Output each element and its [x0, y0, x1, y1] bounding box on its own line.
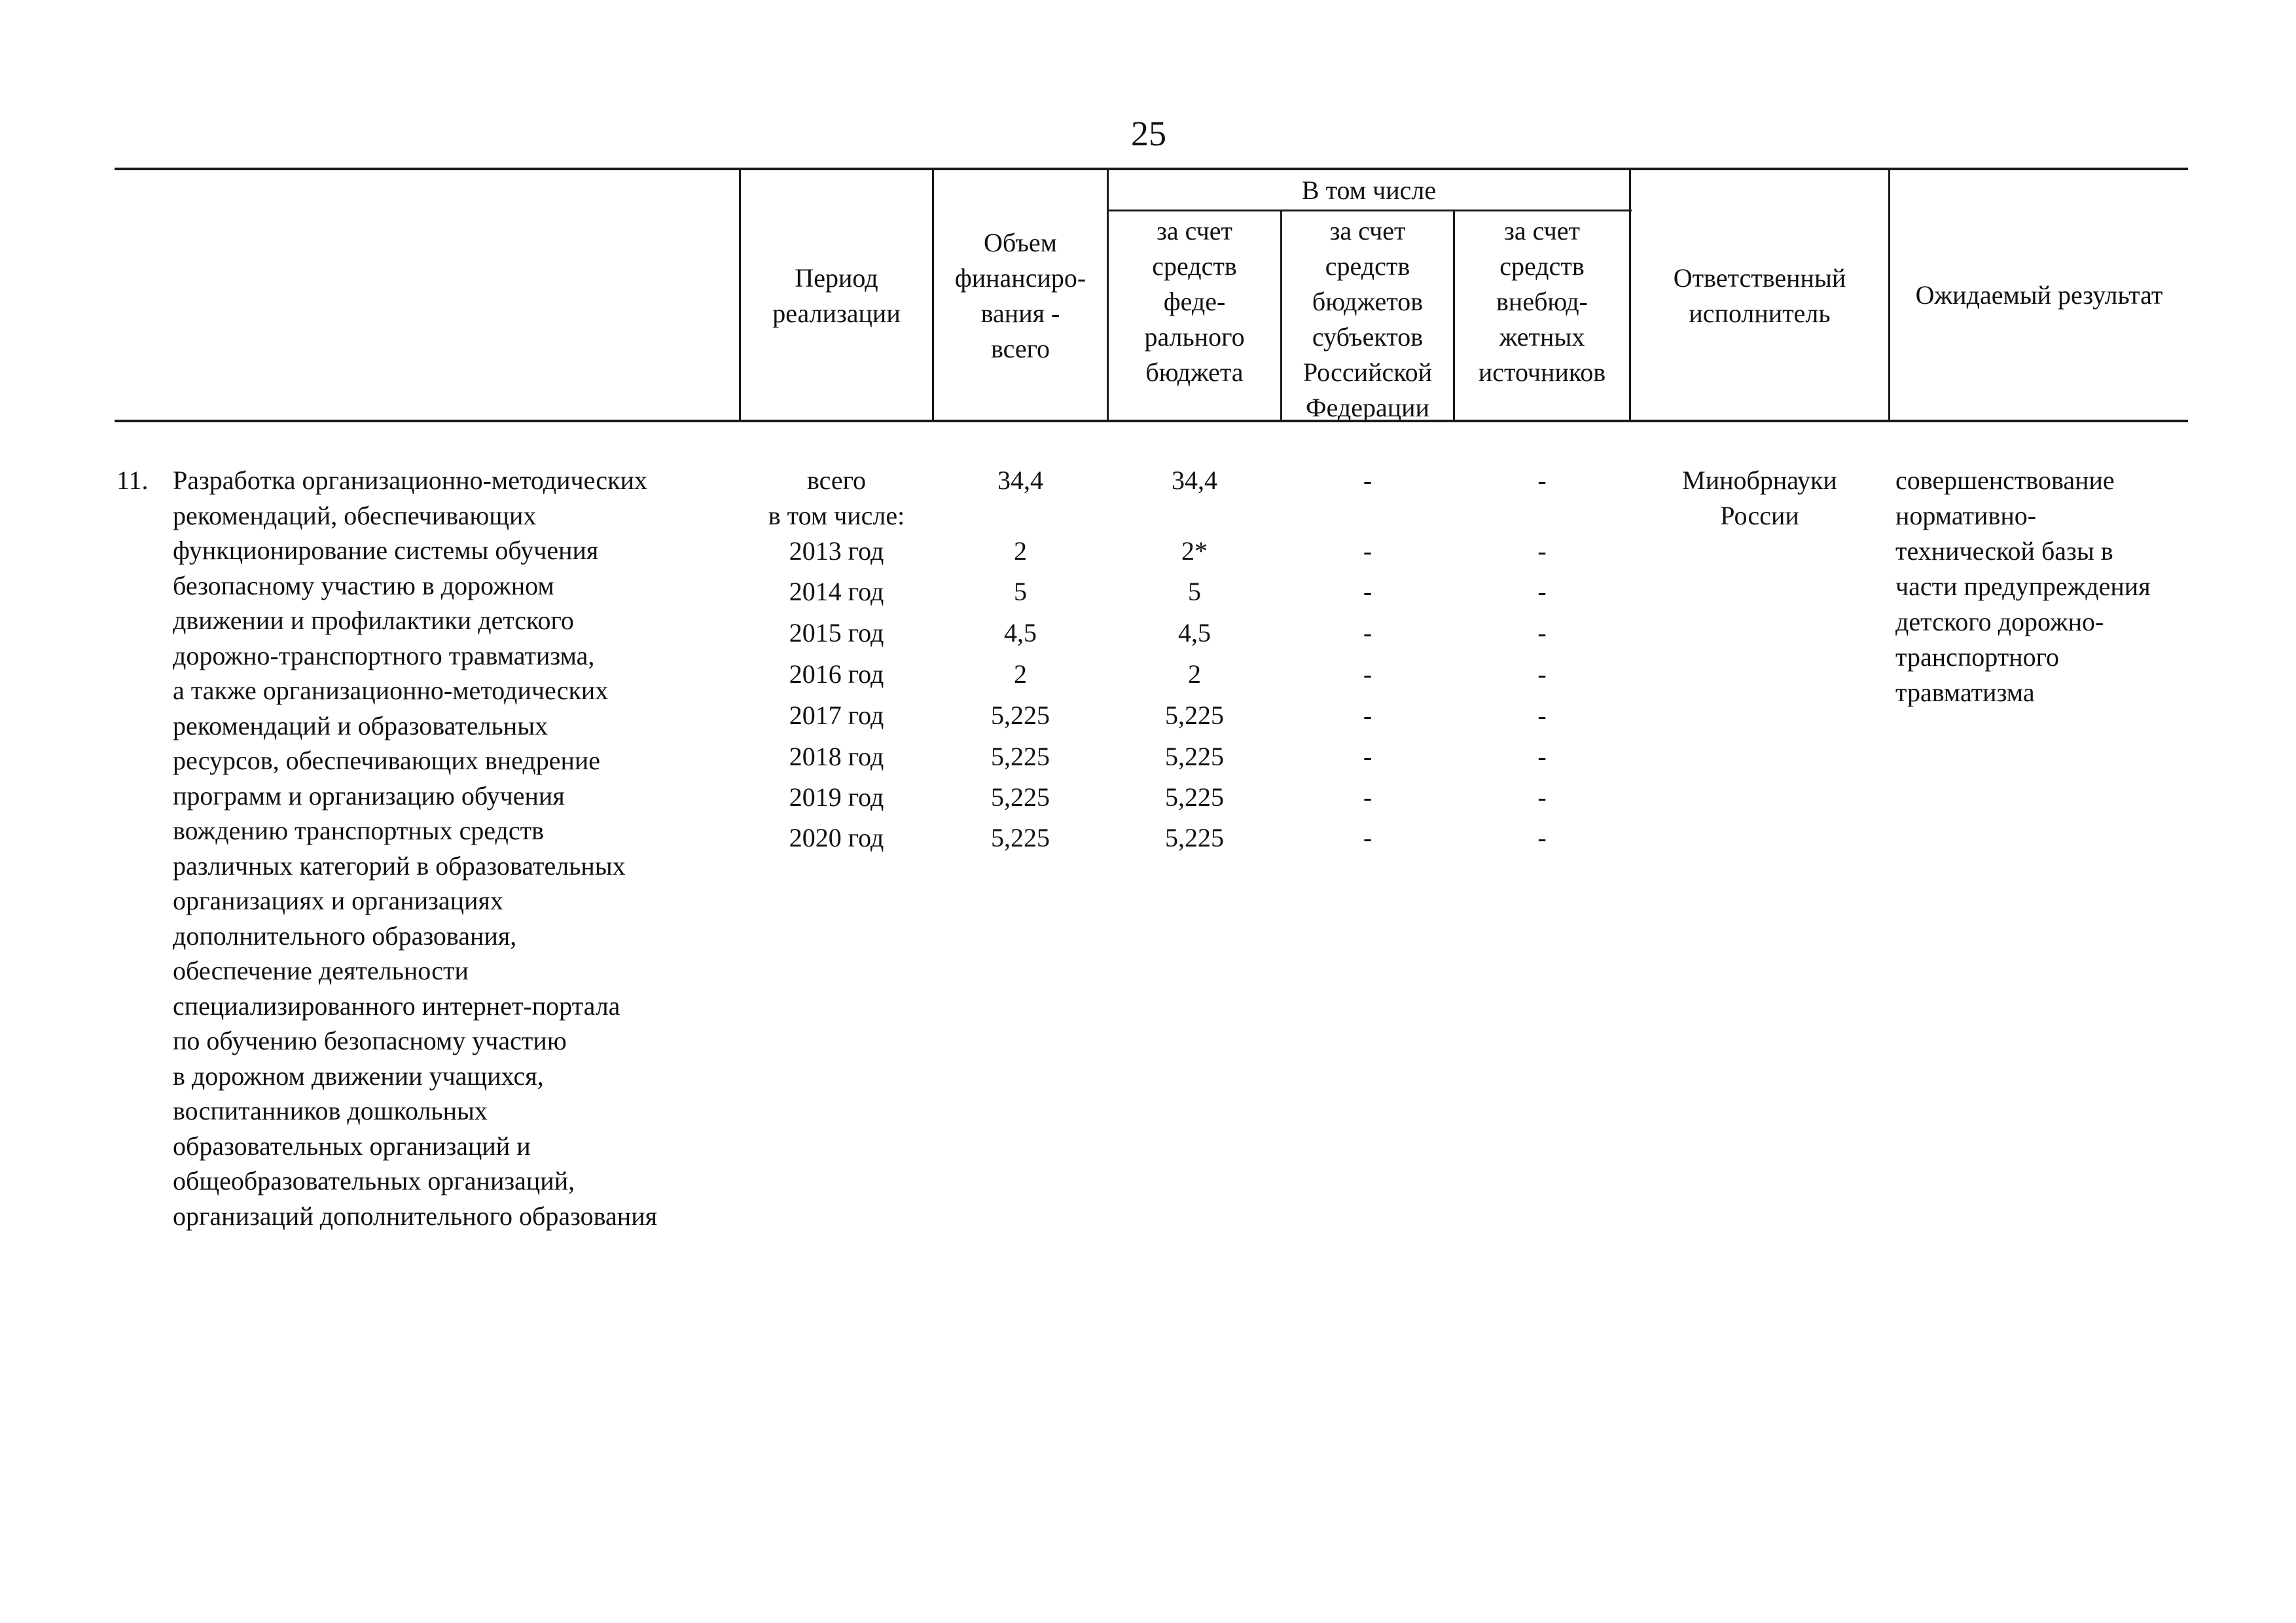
item-executor — [1631, 463, 1888, 534]
description-line: функционирование системы обучения — [173, 536, 599, 565]
header-extrabudget-line: за счет — [1504, 216, 1580, 246]
header-regional — [1282, 213, 1453, 426]
page-number: 25 — [1131, 114, 1166, 153]
header-regional-line: за счет — [1329, 216, 1406, 246]
total-cell: 5,225 — [991, 742, 1050, 771]
header-extrabudget-line: средств — [1499, 251, 1585, 281]
result-line: части предупреждения — [1895, 572, 2151, 601]
period-cell: 2020 год — [789, 823, 884, 852]
extra-cell: - — [1537, 659, 1547, 689]
header-volume-line: финансиро- — [954, 263, 1086, 293]
subheader-divider — [1108, 210, 1632, 211]
executor-line: Минобрнауки — [1682, 465, 1837, 495]
description-line: организациях и организациях — [173, 886, 503, 915]
extra-cell: - — [1537, 577, 1547, 606]
period-cell: 2017 год — [789, 701, 884, 730]
regional-cell: - — [1363, 701, 1372, 730]
item-description — [173, 463, 740, 1233]
header-volume — [934, 225, 1107, 367]
header-volume-line: всего — [990, 334, 1050, 363]
total-cell: 5,225 — [991, 701, 1050, 730]
header-period — [741, 261, 932, 331]
header-federal-line: феде- — [1163, 287, 1226, 316]
extra-cell: - — [1537, 782, 1547, 812]
federal-cell: 2* — [1181, 536, 1208, 566]
federal-cell: 4,5 — [1178, 618, 1211, 647]
extra-cell: - — [1537, 618, 1547, 647]
extra-cell: - — [1537, 465, 1547, 495]
description-line: движении и профилактики детского — [173, 606, 574, 635]
federal-cell: 34,4 — [1172, 465, 1217, 495]
regional-cell: - — [1363, 782, 1372, 812]
result-line: детского дорожно- — [1895, 607, 2104, 636]
period-cell: в том числе: — [768, 501, 905, 530]
description-line: Разработка организационно-методических — [173, 465, 647, 495]
description-line: по обучению безопасному участию — [173, 1026, 567, 1055]
header-regional-line: Федерации — [1306, 393, 1429, 422]
federal-cell: 5,225 — [1165, 782, 1224, 812]
regional-cell: - — [1363, 618, 1372, 647]
result-line: нормативно- — [1895, 501, 2037, 530]
federal-cell: 2 — [1188, 659, 1201, 689]
regional-cell: - — [1363, 823, 1372, 852]
header-regional-line: средств — [1325, 251, 1410, 281]
total-cell: 5,225 — [991, 823, 1050, 852]
period-cell: 2018 год — [789, 742, 884, 771]
header-federal-line: за счет — [1157, 216, 1232, 246]
header-executor-line: исполнитель — [1689, 299, 1831, 328]
description-line: рекомендаций, обеспечивающих — [173, 500, 537, 530]
executor-line: России — [1720, 501, 1799, 530]
regional-cell: - — [1363, 465, 1372, 495]
header-volume-line: Объем — [984, 228, 1057, 257]
header-extrabudget-line: жетных — [1499, 322, 1585, 352]
period-cell: 2015 год — [789, 618, 884, 647]
header-regional-line: бюджетов — [1312, 287, 1424, 316]
header-federal-line: средств — [1152, 251, 1237, 281]
federal-cell: 5,225 — [1165, 823, 1224, 852]
total-cell: 5,225 — [991, 782, 1050, 812]
total-cell: 2 — [1014, 659, 1027, 689]
result-line: травматизма — [1895, 678, 2035, 707]
description-line: ресурсов, обеспечивающих внедрение — [173, 746, 601, 775]
item-expected-result — [1895, 463, 2188, 710]
header-extrabudget-line: источников — [1478, 357, 1606, 387]
period-cell: 2014 год — [789, 577, 884, 606]
regional-cell: - — [1363, 659, 1372, 689]
description-line: образовательных организаций и — [173, 1131, 531, 1161]
description-line: рекомендаций и образовательных — [173, 710, 548, 740]
description-line: дорожно-транспортного травматизма, — [173, 640, 595, 670]
description-line: а также организационно-методических — [173, 676, 609, 705]
description-line: различных категорий в образовательных — [173, 850, 626, 881]
period-cell: всего — [806, 465, 867, 495]
result-line: технической базы в — [1895, 536, 2113, 566]
regional-cell: - — [1363, 536, 1372, 566]
description-line: воспитанников дошкольных — [173, 1096, 488, 1125]
description-line: в дорожном движении учащихся, — [173, 1061, 544, 1091]
header-regional-line: Российской — [1302, 357, 1433, 387]
regional-cell: - — [1363, 742, 1372, 771]
federal-cell: 5,225 — [1165, 742, 1224, 771]
description-line: программ и организацию обучения — [173, 780, 565, 811]
header-volume-line: вания - — [980, 299, 1060, 328]
federal-cell: 5 — [1188, 577, 1201, 606]
description-line: дополнительного образования, — [173, 921, 517, 951]
extra-cell: - — [1537, 823, 1547, 852]
result-line: транспортного — [1895, 642, 2060, 672]
header-period-line: Период — [795, 263, 878, 293]
header-period-line: реализации — [772, 299, 901, 328]
header-federal-line: рального — [1144, 322, 1245, 352]
extra-cell: - — [1537, 742, 1547, 771]
total-cell: 34,4 — [997, 465, 1043, 495]
description-line: вождению транспортных средств — [173, 816, 545, 845]
description-line: обеспечение деятельности — [173, 956, 469, 985]
period-cell: 2013 год — [789, 536, 884, 566]
total-cell: 4,5 — [1004, 618, 1037, 647]
header-executor-line: Ответственный — [1673, 263, 1846, 293]
description-line: организаций дополнительного образования — [173, 1201, 657, 1231]
federal-cell: 5,225 — [1165, 701, 1224, 730]
header-extrabudget-line: внебюд- — [1496, 287, 1588, 316]
description-line: специализированного интернет-портала — [173, 991, 620, 1021]
period-cell: 2019 год — [789, 782, 884, 812]
description-line: безопасному участию в дорожном — [173, 570, 554, 600]
header-including: В том числе — [1301, 175, 1437, 205]
period-cell: 2016 год — [789, 659, 884, 689]
regional-cell: - — [1363, 577, 1372, 606]
result-line: совершенствование — [1895, 465, 2115, 495]
header-regional-line: субъектов — [1312, 322, 1424, 352]
header-federal-line: бюджета — [1145, 357, 1244, 387]
extra-cell: - — [1537, 536, 1547, 566]
extra-cell: - — [1537, 701, 1547, 730]
total-cell: 2 — [1014, 536, 1027, 566]
description-line: общеобразовательных организаций, — [173, 1166, 575, 1195]
table-top-border — [115, 168, 2188, 170]
header-extrabudget — [1455, 213, 1629, 390]
header-executor — [1631, 261, 1888, 331]
header-result: Ожидаемый результат — [1915, 280, 2163, 310]
total-cell: 5 — [1014, 577, 1027, 606]
table-header-bottom-border — [115, 420, 2188, 422]
header-federal — [1109, 213, 1280, 390]
item-number: 11. — [117, 465, 149, 495]
